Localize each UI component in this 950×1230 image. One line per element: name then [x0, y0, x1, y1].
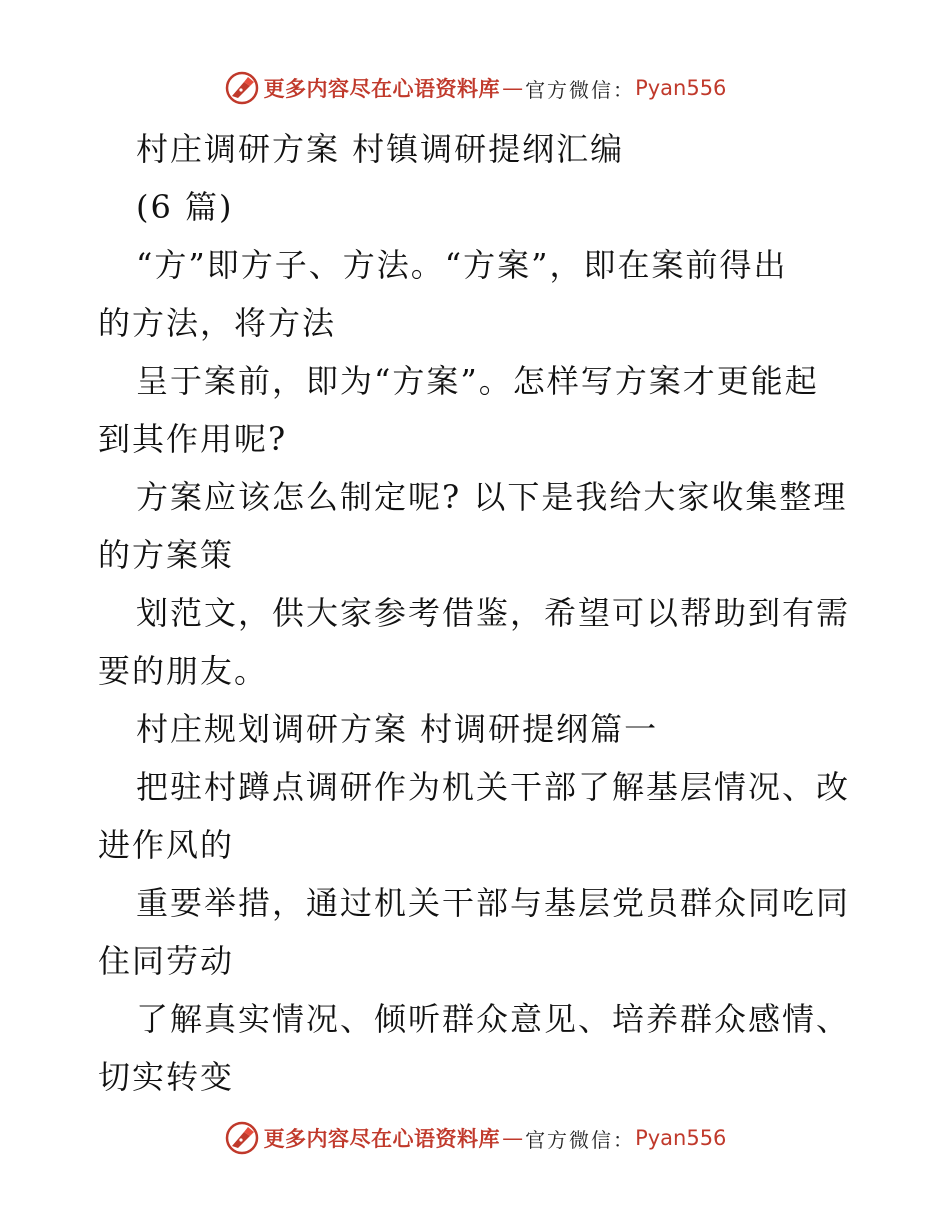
- watermark-official-label: 官方微信：: [525, 1127, 636, 1152]
- paragraph-line: 划范文，供大家参考借鉴，希望可以帮助到有需: [136, 594, 851, 632]
- section-heading: 村庄规划调研方案 村调研提纲篇一: [136, 710, 659, 748]
- paragraph-line: 把驻村蹲点调研作为机关干部了解基层情况、改: [136, 768, 851, 806]
- paragraph-line: 要的朋友。: [98, 652, 269, 690]
- paragraph-line: 住同劳动: [98, 942, 235, 980]
- watermark-text: 更多内容尽在心语资料库: [263, 1127, 501, 1151]
- paragraph-line: 的方法，将方法: [98, 304, 337, 342]
- watermark-wechat-id: Pyan556: [635, 1126, 727, 1150]
- document-title-line-2: (6 篇): [136, 188, 234, 226]
- watermark-official-label: 官方微信：: [525, 77, 636, 102]
- paragraph-line: 呈于案前，即为“方案”。怎样写方案才更能起: [136, 362, 819, 400]
- watermark-dash: —: [502, 76, 524, 100]
- header-watermark: [0, 70, 950, 106]
- paragraph-line: “方”即方子、方法。“方案”，即在案前得出: [136, 246, 788, 284]
- document-title-line-1: 村庄调研方案 村镇调研提纲汇编: [136, 130, 625, 168]
- document-body: [98, 120, 858, 1106]
- paragraph-line: 进作风的: [98, 826, 235, 864]
- watermark-dash: —: [502, 1126, 524, 1150]
- paragraph-line: 切实转变: [98, 1058, 235, 1096]
- paragraph-line: 方案应该怎么制定呢? 以下是我给大家收集整理: [136, 478, 848, 516]
- paragraph-line: 重要举措，通过机关干部与基层党员群众同吃同: [136, 884, 851, 922]
- pen-nib-logo-icon: [224, 1120, 260, 1156]
- watermark-text: 更多内容尽在心语资料库: [263, 77, 501, 101]
- paragraph-line: 了解真实情况、倾听群众意见、培养群众感情、: [136, 1000, 851, 1038]
- paragraph-line: 到其作用呢?: [98, 420, 288, 458]
- footer-watermark: [0, 1120, 950, 1156]
- paragraph-line: 的方案策: [98, 536, 235, 574]
- watermark-wechat-id: Pyan556: [635, 76, 727, 100]
- pen-nib-logo-icon: [224, 70, 260, 106]
